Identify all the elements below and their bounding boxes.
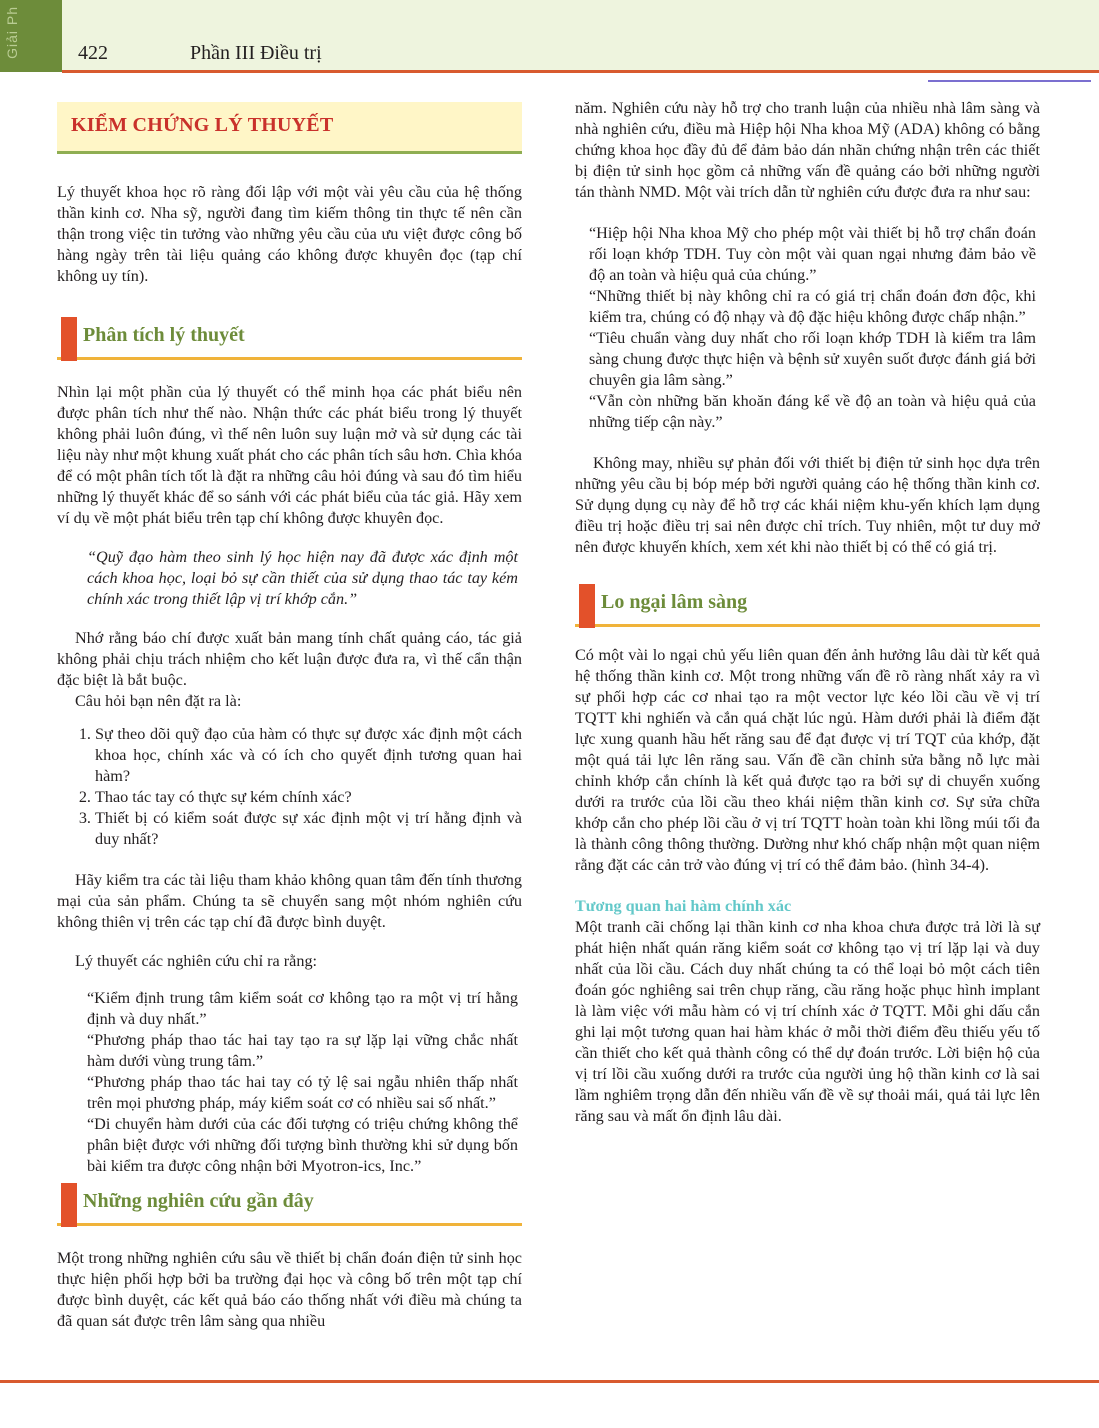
paragraph: Không may, nhiều sự phản đối với thiết bị điện tử sinh học dựa trên những yêu cầu bị bóp mép bởi người quảng cáo hệ thống thần kinh cơ. Sử dụng dụng cụ này để hỗ trợ các khái niệm khu-yến khích lạm dụng điều trị hoặc điều trị sai nên được chỉ trích. Tuy nhiên, một tư duy mở nên được khuyến khích, xem xét khi nào thiết bị có thể có giá trị. (575, 454, 1040, 556)
paragraph: năm. Nghiên cứu này hỗ trợ cho tranh luận của nhiều nhà lâm sàng và nhà nghiên cứu, điều mà Hiệp hội Nha khoa Mỹ (ADA) không có bằng chứng khoa học đầy đủ để đảm bảo dán nhãn chứng nhận trên các thiết bị điện tử sinh học gồm cả những vấn đề quảng cáo bởi những người tán thành NMD. Một vài trích dẫn từ nghiên cứu được đưa ra như sau: (575, 99, 1040, 201)
section-heading (57, 1183, 522, 1226)
side-tab-label: Giải Ph (4, 6, 20, 59)
subheading: Tương quan hai hàm chính xác (575, 897, 792, 915)
part-title: Phần III Điều trị (190, 42, 322, 64)
paragraph: Lý thuyết khoa học rõ ràng đối lập với một vài yêu cầu của hệ thống thần kinh cơ. Nha sỹ, người đang tìm kiếm thông tin thực tế nên cần thận trong việc tin tưởng vào những yêu cầu của ưu việt được công bố hàng ngày trên tài liệu quảng cáo không được khuyên đọc (tạp chí không uy tín). (57, 183, 522, 285)
quote: “Phương pháp thao tác hai tay tạo ra sự lặp lại vững chắc nhất hàm dưới vùng trung tâm.” (87, 1031, 518, 1070)
quote: “Phương pháp thao tác hai tay có tỷ lệ sai ngẫu nhiên thấp nhất trên mọi phương pháp, máy kiểm soát cơ có nhiều sai số nhất.” (87, 1073, 518, 1112)
paragraph: Có một vài lo ngại chủ yếu liên quan đến ảnh hưởng lâu dài từ kết quả hệ thống thần kinh cơ. Một trong những vấn đề rõ ràng nhất xảy ra vì sự phối hợp các cơ nhai tạo ra một vector lực kéo lồi cầu về vị trí TQTT khi nghiến và cắn quá chặt lúc ngủ. Hàm dưới phải là điểm đặt lực xung quanh hầu hết răng sau để đạt được vị trí TQT của khớp, đặt một quá tải lực lên răng sau. Vấn đề cần chỉnh sửa bằng nỗ lực mài chỉnh khớp cắn chính là kết quả được tạo ra bởi sự di chuyển xuống dưới ra trước của lồi cầu theo khái niệm thần kinh cơ. Sự sửa chữa khớp cắn cho phép lồi cầu ở vị trí TQTT hoàn toàn khi lồng múi tối đa là thành công thông thường. Dường như khó chấp nhận một quan niệm rằng đặt các cản trở vào đúng vị trí có thể đảm bảo. (hình 34-4). (575, 646, 1040, 874)
right-column (575, 98, 1040, 1127)
quote: “Kiểm định trung tâm kiểm soát cơ không tạo ra một vị trí hằng định và duy nhất.” (87, 989, 518, 1028)
paragraph: Hãy kiểm tra các tài liệu tham khảo không quan tâm đến tính thương mại của sản phẩm. Chúng ta sẽ chuyển sang một nhóm nghiên cứu không thiên vị trên các tạp chí đã được bình duyệt. (57, 871, 522, 931)
header-rule (62, 70, 1099, 73)
paragraph: Một trong những nghiên cứu sâu về thiết bị chẩn đoán điện tử sinh học thực hiện phối hợp bởi ba trường đại học và công bố trên một tạp chí được bình duyệt, các kết quả báo cáo thống nhất với điều mà chúng ta đã quan sát được trên lâm sàng qua nhiều (57, 1249, 522, 1330)
section-marker (579, 584, 595, 628)
paragraph: Nhìn lại một phần của lý thuyết có thể minh họa các phát biểu nên được phân tích như thế nào. Nhận thức các phát biểu trong lý thuyết không phải luôn đúng, vì thế nên luôn suy luận mở và sử dụng các tài liệu này như một khung xuất phát cho các phân tích sâu hơn. Chìa khóa để có một phân tích tốt là đặt ra những câu hỏi đúng và sau đó tìm hiểu những lý thuyết khác để so sánh với các phát biểu của tác giả. Hãy xem ví dụ về một phát biểu trên tạp chí không được khuyên đọc. (57, 383, 522, 527)
quote: “Quỹ đạo hàm theo sinh lý học hiện nay đã được xác định một cách khoa học, loại bỏ sự cần thiết của sử dụng thao tác tay kém chính xác trong thiết lập vị trí khớp cắn.” (87, 548, 518, 608)
section-heading-text: Những nghiên cứu gần đây (83, 1190, 314, 1212)
quote: “Vẫn còn những băn khoăn đáng kể về độ an toàn và hiệu quả của những tiếp cận này.” (589, 392, 1036, 431)
section-heading (57, 317, 522, 360)
left-column (57, 98, 522, 1332)
quote: “Di chuyển hàm dưới của các đối tượng có triệu chứng không thể phân biệt được với những đối tượng bình thường khi sử dụng bốn bài kiểm tra được công nhận bởi Myotron-ics, Inc.” (87, 1115, 518, 1175)
box-title-text: KIỂM CHỨNG LÝ THUYẾT (71, 114, 334, 136)
list-item: 2. Thao tác tay có thực sự kém chính xác? (95, 787, 522, 808)
section-marker (61, 1183, 77, 1227)
paragraph: Một tranh cãi chống lại thần kinh cơ nha khoa chưa được trả lời là sự phát hiện nhất quán răng kiểm soát cơ không tạo vị trí lặp lại và duy nhất của lồi cầu. Cách duy nhất chúng ta có thể loại bỏ một cách tiên đoán góc nghiêng sai trên chụp răng, cầu răng hoặc phục hình implant là làm việc với mẫu hàm có vị trí chính xác ở TQTT. Mỗi ghi dấu cắn ghi lại một tương quan hai hàm khác ở mỗi thời điểm đều thiếu yếu tố cần thiết cho kết quả thành công có thể dự đoán trước. Lời biện hộ của vị trí lồi cầu xuống dưới ra trước của người ủng hộ thần kinh cơ là sai lầm nghiêm trọng dẫn đến nhiều vấn đề về sự thoải mái, quá tải lực lên răng sau và mất ổn định lâu dài. (575, 918, 1040, 1125)
question-list (57, 724, 522, 850)
quote: “Tiêu chuẩn vàng duy nhất cho rối loạn khớp TDH là kiểm tra lâm sàng chung được thực hiện và bệnh sử xuyên suốt được đánh giá bởi chuyên gia lâm sàng.” (589, 329, 1036, 389)
list-item: 3. Thiết bị có kiểm soát được sự xác định một vị trí hằng định và duy nhất? (95, 808, 522, 850)
quote: “Hiệp hội Nha khoa Mỹ cho phép một vài thiết bị hỗ trợ chẩn đoán rối loạn khớp TDH. Tuy còn một vài quan ngại nhưng đảm bảo về độ an toàn và hiệu quả của chúng.” (589, 224, 1036, 284)
header-accent-line (928, 80, 1091, 82)
side-tab (0, 0, 62, 72)
list-item: 1. Sự theo dõi quỹ đạo của hàm có thực sự được xác định một cách khoa học, chính xác và có ích cho quyết định tương quan hai hàm? (95, 724, 522, 787)
paragraph: Nhớ rằng báo chí được xuất bản mang tính chất quảng cáo, tác giả không phải chịu trách nhiệm cho kết luận được đưa ra, vì thế cẩn thận đặc biệt là bắt buộc. (57, 629, 522, 689)
quote-list (57, 988, 522, 1177)
section-heading-text: Lo ngại lâm sàng (601, 591, 748, 613)
box-title (57, 102, 522, 154)
footer-rule (0, 1380, 1099, 1383)
quote: “Những thiết bị này không chỉ ra có giá trị chẩn đoán đơn độc, khi kiểm tra, chúng có độ nhạy và độ đặc hiệu không được chấp nhận.” (589, 287, 1036, 326)
page-number: 422 (78, 42, 108, 64)
quote-list (575, 223, 1040, 433)
section-heading (575, 584, 1040, 627)
section-marker (61, 317, 77, 361)
section-heading-text: Phân tích lý thuyết (83, 324, 245, 346)
paragraph: Lý thuyết các nghiên cứu chỉ ra rằng: (75, 952, 318, 970)
paragraph: Câu hỏi bạn nên đặt ra là: (75, 692, 242, 710)
